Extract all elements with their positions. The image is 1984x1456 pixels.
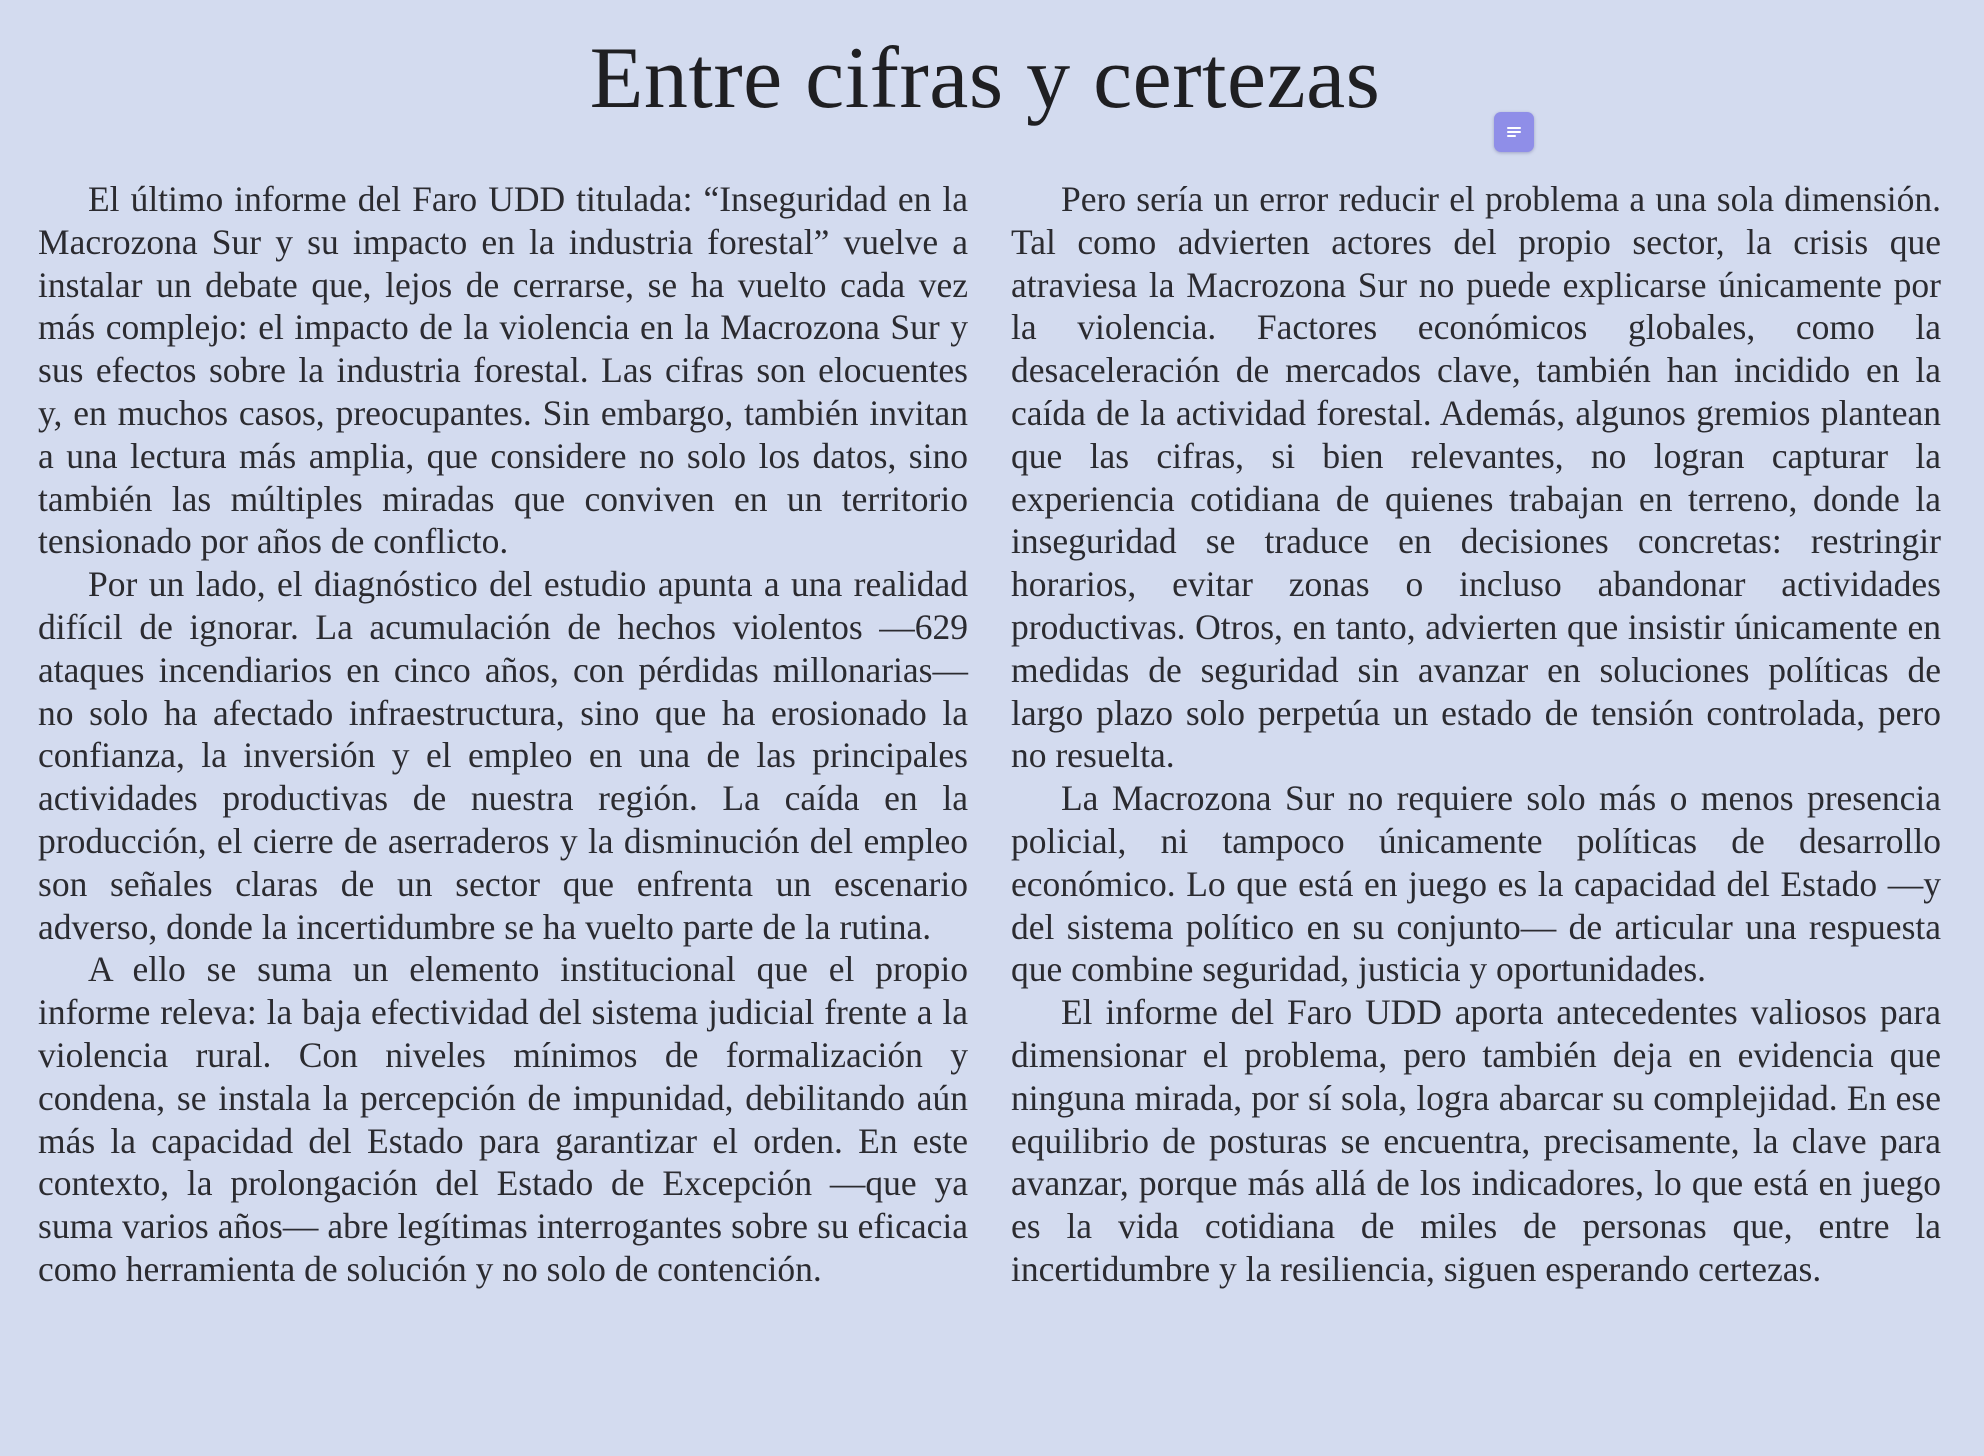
article-column-right [1011, 178, 1941, 1291]
paragraph-right-3: El informe del Faro UDD aporta antecedentes valiosos para dimensionar el problema, pero también deja en evidencia que ninguna mirada, por sí sola, logra abarcar su complejidad. En ese equilibrio de posturas se encuentra, precisamente, la clave para avanzar, porque más allá de los indicadores, lo que está en juego es la vida cotidiana de miles de personas que, entre la incertidumbre y la resiliencia, siguen esperando certezas. [1011, 992, 1941, 1289]
comment-lines-icon [1505, 125, 1523, 139]
paragraph-right-2: La Macrozona Sur no requiere solo más o menos presencia policial, ni tampoco únicamente políticas de desarrollo económico. Lo que está en juego es la capacidad del Estado —y del sistema político en su conjunto— de articular una respuesta que combine seguridad, justicia y oportunidades. [1011, 778, 1941, 990]
paragraph-left-2: Por un lado, el diagnóstico del estudio apunta a una realidad difícil de ignorar. La acumulación de hechos violentos —629 ataques incendiarios en cinco años, con pérdidas millonarias— no solo ha afectado infraestructura, sino que ha erosionado la confianza, la inversión y el empleo en una de las principales actividades productivas de nuestra región. La caída en la producción, el cierre de aserraderos y la disminución del empleo son señales claras de un sector que enfrenta un escenario adverso, donde la incertidumbre se ha vuelto parte de la rutina. [38, 564, 968, 947]
comment-icon[interactable] [1494, 112, 1534, 152]
paragraph-left-1: El último informe del Faro UDD titulada: “Inseguridad en la Macrozona Sur y su impacto en la industria forestal” vuelve a instalar un debate que, lejos de cerrarse, se ha vuelto cada vez más complejo: el impacto de la violencia en la Macrozona Sur y sus efectos sobre la industria forestal. Las cifras son elocuentes y, en muchos casos, preocupantes. Sin embargo, también invitan a una lectura más amplia, que considere no solo los datos, sino también las múltiples miradas que conviven en un territorio tensionado por años de conflicto. [38, 179, 968, 562]
article-column-left [38, 178, 968, 1291]
paragraph-left-3: A ello se suma un elemento institucional que el propio informe releva: la baja efectividad del sistema judicial frente a la violencia rural. Con niveles mínimos de formalización y condena, se instala la percepción de impunidad, debilitando aún más la capacidad del Estado para garantizar el orden. En este contexto, la prolongación del Estado de Excepción —que ya suma varios años— abre legítimas interrogantes sobre su eficacia como herramienta de solución y no solo de contención. [38, 949, 968, 1289]
article-title: Entre cifras y certezas [589, 30, 1381, 127]
paragraph-right-1: Pero sería un error reducir el problema a una sola dimensión. Tal como advierten actores del propio sector, la crisis que atraviesa la Macrozona Sur no puede explicarse únicamente por la violencia. Factores económicos globales, como la desaceleración de mercados clave, también han incidido en la caída de la actividad forestal. Además, algunos gremios plantean que las cifras, si bien relevantes, no logran capturar la experiencia cotidiana de quienes trabajan en terreno, donde la inseguridad se traduce en decisiones concretas: restringir horarios, evitar zonas o incluso abandonar actividades productivas. Otros, en tanto, advierten que insistir únicamente en medidas de seguridad sin avanzar en soluciones políticas de largo plazo solo perpetúa un estado de tensión controlada, pero no resuelta. [1011, 179, 1941, 776]
